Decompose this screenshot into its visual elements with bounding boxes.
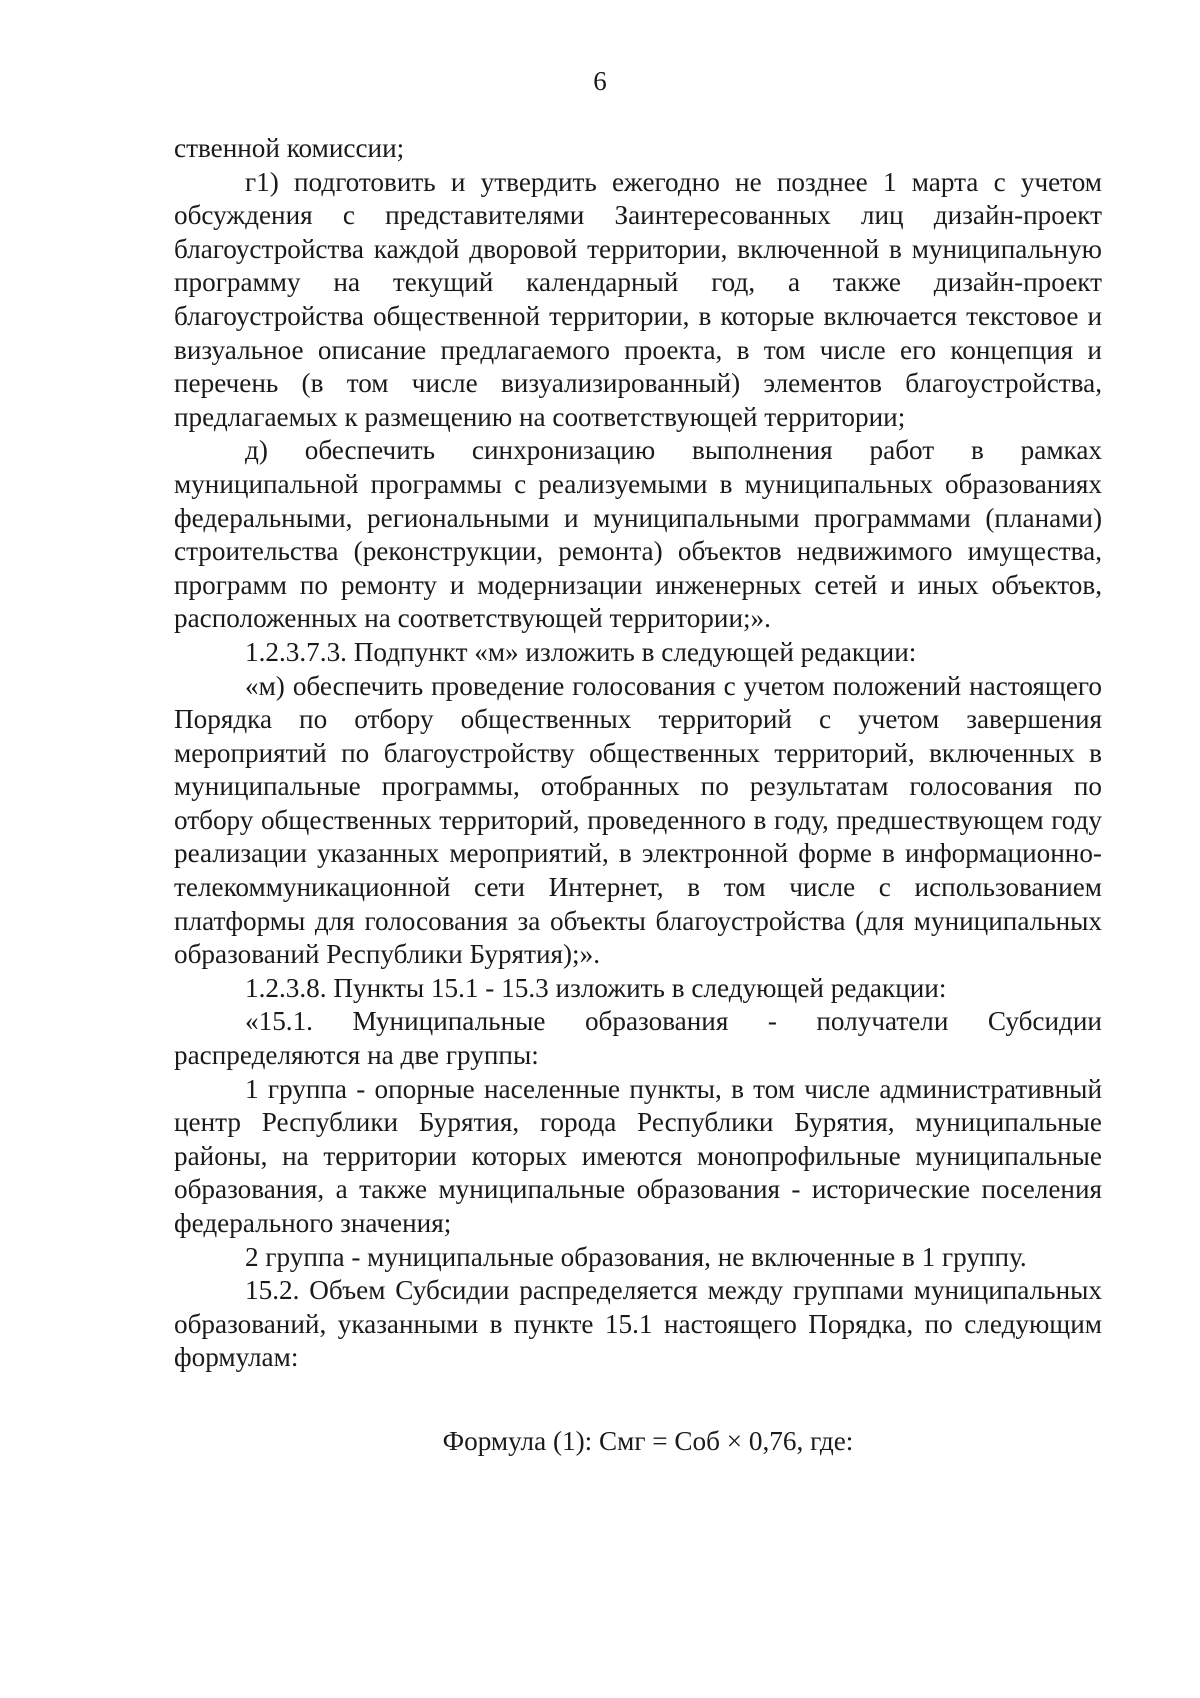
paragraph-15-2: 15.2. Объем Субсидии распределяется между группами муниципальных образований, указанными в пункте 15.1 настоящего Порядка, по следующим формулам: (174, 1275, 1102, 1373)
paragraph-group-2: 2 группа - муниципальные образования, не включенные в 1 группу. (245, 1241, 1027, 1272)
paragraph-m: «м) обеспечить проведение голосования с учетом положений настоящего Порядка по отбору общественных территорий с учетом завершения мероприятий по благоустройству общественных территорий, включенных в муниципальные программы, отобранных по результатам голосования по отбору общественных территорий, проведенного в году, предшествующем году реализации указанных мероприятий, в электронной форме в информационно-телекоммуникационной сети Интернет, в том числе с использованием платформы для голосования за объекты благоустройства (для муниципальных образований Республики Бурятия);». (174, 670, 1102, 970)
paragraph-15-1: «15.1. Муниципальные образования - получатели Субсидии распределяются на две группы: (174, 1006, 1102, 1071)
paragraph-d: д) обеспечить синхронизацию выполнения работ в рамках муниципальной программы с реализуемыми в муниципальных образованиях федеральными, региональными и муниципальными программами (планами) строительства (реконструкции, ремонта) объектов недвижимого имущества, программ по ремонту и модернизации инженерных сетей и иных объектов, расположенных на соответствующей территории;». (174, 435, 1102, 634)
paragraph-1-2-3-7-3: 1.2.3.7.3. Подпункт «м» изложить в следующей редакции: (245, 636, 917, 667)
paragraph-1-2-3-8: 1.2.3.8. Пункты 15.1 - 15.3 изложить в следующей редакции: (245, 972, 947, 1003)
paragraph-group-1: 1 группа - опорные населенные пункты, в том числе административный центр Республики Бурятия, города Республики Бурятия, муниципальные районы, на территории которых имеются монопрофильные муниципальные образования, а также муниципальные образования - исторические поселения федерального значения; (174, 1073, 1102, 1238)
paragraph-g1: г1) подготовить и утвердить ежегодно не позднее 1 марта с учетом обсуждения с представителями Заинтересованных лиц дизайн-проект благоустройства каждой дворовой территории, включенной в муниципальную программу на текущий календарный год, а также дизайн-проект благоустройства общественной территории, в которые включается текстовое и визуальное описание предлагаемого проекта, в том числе его концепция и перечень (в том числе визуализированный) элементов благоустройства, предлагаемых к размещению на соответствующей территории; (174, 166, 1102, 432)
page-number: 6 (593, 66, 607, 96)
paragraph-continuation: ственной комиссии; (174, 133, 405, 163)
document-body (174, 132, 1102, 1459)
formula-1: Формула (1): Смг = Соб × 0,76, где: (442, 1425, 854, 1456)
